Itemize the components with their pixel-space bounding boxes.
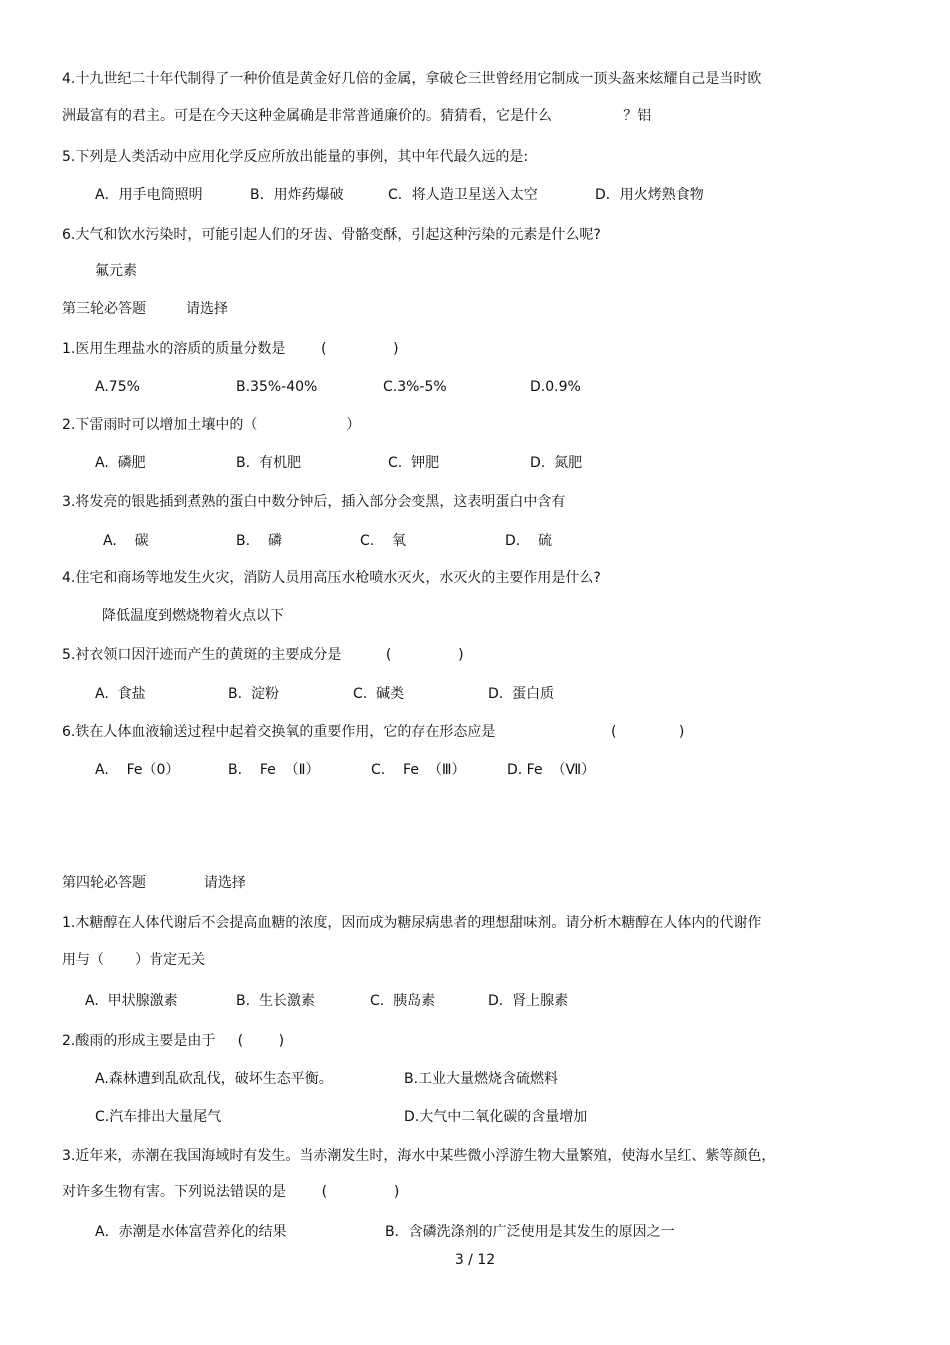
round3-q1-stem: 1.医用生理盐水的溶质的质量分数是 ( ) [62, 341, 399, 357]
round4-q1-option-b: B. 生长激素 [236, 993, 315, 1009]
round3-heading: 第三轮必答题 请选择 [62, 301, 229, 317]
round3-q2-option-a: A. 磷肥 [95, 455, 146, 471]
round3-q6-stem: 6.铁在人体血液输送过程中起着交换氧的重要作用，它的存在形态应是 ( ) [62, 724, 685, 740]
round3-q5-option-a: A. 食盐 [95, 686, 146, 702]
round3-q3-option-a: A. 碳 [103, 533, 149, 549]
round3-q3-option-c: C. 氧 [360, 533, 407, 549]
round4-q3-line1: 3.近年来，赤潮在我国海域时有发生。当赤潮发生时，海水中某些微小浮游生物大量繁殖，使海水呈红、紫等颜色， [62, 1148, 776, 1164]
round3-q3-option-b: B. 磷 [236, 533, 282, 549]
round4-q2-stem: 2.酸雨的形成主要是由于 ( ) [62, 1033, 285, 1049]
round3-q2-stem: 2.下雷雨时可以增加土壤中的（ ） [62, 417, 361, 433]
round3-q6-option-d: D. Fe （Ⅶ） [507, 762, 596, 778]
round4-q2-option-c: C.汽车排出大量尾气 [95, 1109, 222, 1125]
round2-q4-line2: 洲最富有的君主。可是在今天这种金属确是非常普通廉价的。猜猜看，它是什么 ？铝 [62, 108, 652, 124]
round3-q2-option-c: C. 钾肥 [388, 455, 440, 471]
round3-q5-stem: 5.衬衣领口因汗迹而产生的黄斑的主要成分是 ( ) [62, 647, 464, 663]
round3-q1-option-a: A.75% [95, 379, 140, 395]
round4-q3-option-a: A．赤潮是水体富营养化的结果 [95, 1224, 287, 1240]
round3-q1-option-c: C.3%-5% [383, 379, 447, 395]
round2-q6-stem: 6.大气和饮水污染时，可能引起人们的牙齿、骨骼变酥，引起这种污染的元素是什么呢? [62, 227, 601, 243]
round2-q5-option-b: B．用炸药爆破 [250, 187, 344, 203]
round4-q2-option-d: D.大气中二氧化碳的含量增加 [404, 1109, 588, 1125]
round4-heading: 第四轮必答题 请选择 [62, 875, 246, 891]
round4-q3-line2: 对许多生物有害。下列说法错误的是 ( ) [62, 1184, 400, 1200]
round3-q6-option-a: A. Fe（0） [95, 762, 180, 778]
round3-q4-answer: 降低温度到燃烧物着火点以下 [102, 608, 284, 624]
round4-q1-option-a: A. 甲状腺激素 [85, 993, 178, 1009]
round2-q5-option-c: C．将人造卫星送入太空 [388, 187, 538, 203]
round4-q2-option-a: A.森林遭到乱砍乱伐，破坏生态平衡。 [95, 1071, 333, 1087]
round4-q3-option-b: B．含磷洗涤剂的广泛使用是其发生的原因之一 [385, 1224, 675, 1240]
round2-q6-answer: 氟元素 [95, 263, 137, 279]
round4-q1-line1: 1.木糖醇在人体代谢后不会提高血糖的浓度，因而成为糖尿病患者的理想甜味剂。请分析木糖醇在人体内的代谢作 [62, 915, 762, 931]
round3-q6-option-b: B. Fe （Ⅱ） [228, 762, 320, 778]
round2-q5-option-d: D．用火烤熟食物 [595, 187, 704, 203]
round3-q3-stem: 3.将发亮的银匙插到煮熟的蛋白中数分钟后，插入部分会变黑，这表明蛋白中含有 [62, 494, 566, 510]
round3-q3-option-d: D. 硫 [505, 533, 553, 549]
round3-q6-option-c: C. Fe （Ⅲ） [371, 762, 466, 778]
round2-q4-line1: 4.十九世纪二十年代制得了一种价值是黄金好几倍的金属，拿破仑三世曾经用它制成一顶头盔来炫耀自己是当时欧 [62, 71, 762, 87]
round2-q5-option-a: A．用手电筒照明 [95, 187, 203, 203]
round3-q2-option-b: B. 有机肥 [236, 455, 301, 471]
round3-q1-option-d: D.0.9% [530, 379, 581, 395]
page-number: 3 / 12 [454, 1252, 496, 1268]
round3-q4-stem: 4.住宅和商场等地发生火灾，消防人员用高压水枪喷水灭火，水灭火的主要作用是什么? [62, 570, 601, 586]
round3-q2-option-d: D. 氮肥 [530, 455, 583, 471]
round4-q1-option-c: C. 胰岛素 [370, 993, 436, 1009]
round3-q5-option-d: D. 蛋白质 [488, 686, 555, 702]
round3-q5-option-c: C. 碱类 [353, 686, 405, 702]
round4-q1-line2: 用与（ ）肯定无关 [62, 952, 206, 968]
round3-q5-option-b: B. 淀粉 [228, 686, 279, 702]
round4-q2-option-b: B.工业大量燃烧含硫燃料 [404, 1071, 559, 1087]
round2-q5-stem: 5.下列是人类活动中应用化学反应所放出能量的事例，其中年代最久远的是: [62, 149, 529, 165]
round4-q1-option-d: D. 肾上腺素 [488, 993, 569, 1009]
round3-q1-option-b: B.35%-40% [236, 379, 318, 395]
